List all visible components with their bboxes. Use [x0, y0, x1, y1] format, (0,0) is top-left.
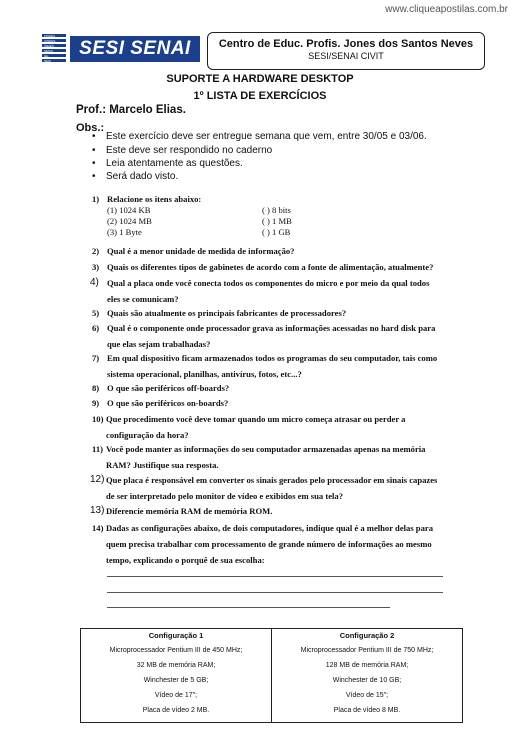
config-title: Configuração 1: [148, 631, 204, 640]
question-text: Dadas as configurações abaixo, de dois computadores, indique qual é a melhor delas para quem precisa trabalhar com processamento de grande número de informações ao mesmo tempo, explicando o porquê de sua escolha:: [106, 523, 433, 565]
question-text: Você pode manter as informações do seu computador armazenadas apenas na memória RAM? Justifique sua resposta.: [106, 444, 426, 470]
configurations-table: [80, 628, 463, 723]
question-text: Qual é o componente onde processador grava as informações acessadas no hard disk para que elas sejam trabalhadas?: [107, 323, 436, 349]
config-2-cell: [272, 629, 463, 723]
question-text: Quais são atualmente os principais fabricantes de processadores?: [107, 308, 347, 318]
question-text: Que procedimento você deve tomar quando um micro começa atrasar ou perder a configuração da hora?: [106, 414, 406, 440]
bullet-icon: •: [92, 131, 96, 142]
question-text: Quais os diferentes tipos de gabinetes de acordo com a fonte de alimentação, atualmente?: [107, 262, 434, 272]
config-item: Winchester de 10 GB;: [332, 677, 402, 684]
obs-label: Obs.:: [76, 122, 105, 134]
q1-match: ( ) 1 MB: [262, 216, 292, 226]
school-header-box: [207, 32, 485, 70]
question-11: [92, 441, 452, 473]
question-3: [92, 259, 452, 275]
school-subtitle: SESI/SENAI CIVIT: [308, 51, 384, 61]
question-number: 4): [90, 277, 99, 288]
config-1-cell: [81, 629, 272, 723]
question-number: 13): [90, 505, 105, 516]
question-text: Relacione os itens abaixo:: [107, 194, 202, 204]
question-7: [92, 350, 452, 382]
question-number: 8): [92, 383, 100, 393]
question-number: 5): [92, 308, 100, 318]
config-item: Microprocessador Pentium III de 450 MHz;: [109, 647, 243, 654]
config-item: Winchester de 5 GB;: [143, 677, 209, 684]
question-number: 6): [92, 323, 100, 333]
logo-wordmark: SESI SENAI: [70, 36, 200, 62]
config-item: Vídeo de 15";: [345, 692, 389, 699]
obs-item: • Este exercício deve ser entregue semana que vem, entre 30/05 e 03/06.: [92, 131, 427, 142]
question-number: 11): [92, 444, 103, 454]
obs-item: • Leia atentamente as questões.: [92, 158, 243, 169]
question-number: 3): [92, 262, 100, 272]
question-text: O que são periféricos off-boards?: [107, 383, 230, 393]
question-number: 10): [92, 414, 104, 424]
q1-option: (3) 1 Byte: [107, 227, 142, 237]
question-number: 9): [92, 398, 100, 408]
bullet-icon: •: [92, 145, 96, 156]
obs-item: • Este deve ser respondido no caderno: [92, 145, 273, 156]
question-14: [92, 520, 452, 568]
q1-match: ( ) 1 GB: [262, 227, 291, 237]
question-8: [92, 380, 452, 396]
bullet-icon: •: [92, 158, 96, 169]
bullet-icon: •: [92, 171, 96, 182]
answer-line: [107, 607, 390, 608]
question-text: Qual a placa onde você conecta todos os componentes do micro e por meio da qual todos eles se comunicam?: [107, 278, 430, 304]
question-text: Qual é a menor unidade de medida de informação?: [107, 246, 295, 256]
question-number: 1): [92, 194, 100, 204]
q1-option: (1) 1024 KB: [107, 205, 151, 215]
logo-small-text: FINDES CINDES IDEIES SENAI IEL SESI: [44, 34, 56, 63]
site-watermark: www.cliqueapostilas.com.br: [385, 4, 508, 15]
school-name: Centro de Educ. Profis. Jones dos Santos Neves: [218, 38, 474, 50]
question-4: [92, 275, 452, 307]
question-5: [92, 305, 452, 321]
question-number: 12): [90, 474, 105, 485]
config-title: Configuração 2: [339, 631, 395, 640]
doc-title: SUPORTE A HARDWARE DESKTOP: [166, 73, 354, 85]
config-item: Microprocessador Pentium III de 750 MHz;: [300, 647, 434, 654]
config-item: Vídeo de 17";: [154, 692, 198, 699]
answer-line: [107, 592, 443, 593]
config-item: 128 MB de memória RAM;: [325, 662, 409, 669]
question-text: Em qual dispositivo ficam armazenados todos os programas do seu computador, tais como sistema operacional, planilhas, antivírus, fotos, etc...?: [107, 353, 438, 379]
q1-option: (2) 1024 MB: [107, 216, 152, 226]
question-number: 7): [92, 353, 100, 363]
config-item: 32 MB de memória RAM;: [136, 662, 216, 669]
question-text: O que são periféricos on-boards?: [107, 398, 229, 408]
doc-subtitle: 1º LISTA DE EXERCÍCIOS: [193, 90, 327, 102]
question-2: [92, 243, 452, 259]
question-number: 2): [92, 246, 100, 256]
config-item: Placa de vídeo 8 MB.: [333, 707, 401, 714]
answer-line: [107, 576, 443, 577]
question-6: [92, 320, 452, 352]
question-12: [92, 472, 452, 504]
question-13: [92, 503, 452, 519]
question-9: [92, 395, 452, 411]
question-text: Que placa é responsável em converter os sinais gerados pelo processador em sinais capazes de ser interpretado pelo monitor de vídeo e exibidos em sua tela?: [106, 475, 438, 501]
obs-item: • Será dado visto.: [92, 171, 179, 182]
q1-match: ( ) 8 bits: [262, 205, 291, 215]
professor-name: Prof.: Marcelo Elias.: [76, 104, 186, 116]
question-text: Diferencie memória RAM de memória ROM.: [106, 506, 273, 516]
config-item: Placa de vídeo 2 MB.: [142, 707, 210, 714]
sesi-senai-logo: [42, 34, 200, 64]
question-number: 14): [92, 523, 104, 533]
question-10: [92, 411, 452, 443]
